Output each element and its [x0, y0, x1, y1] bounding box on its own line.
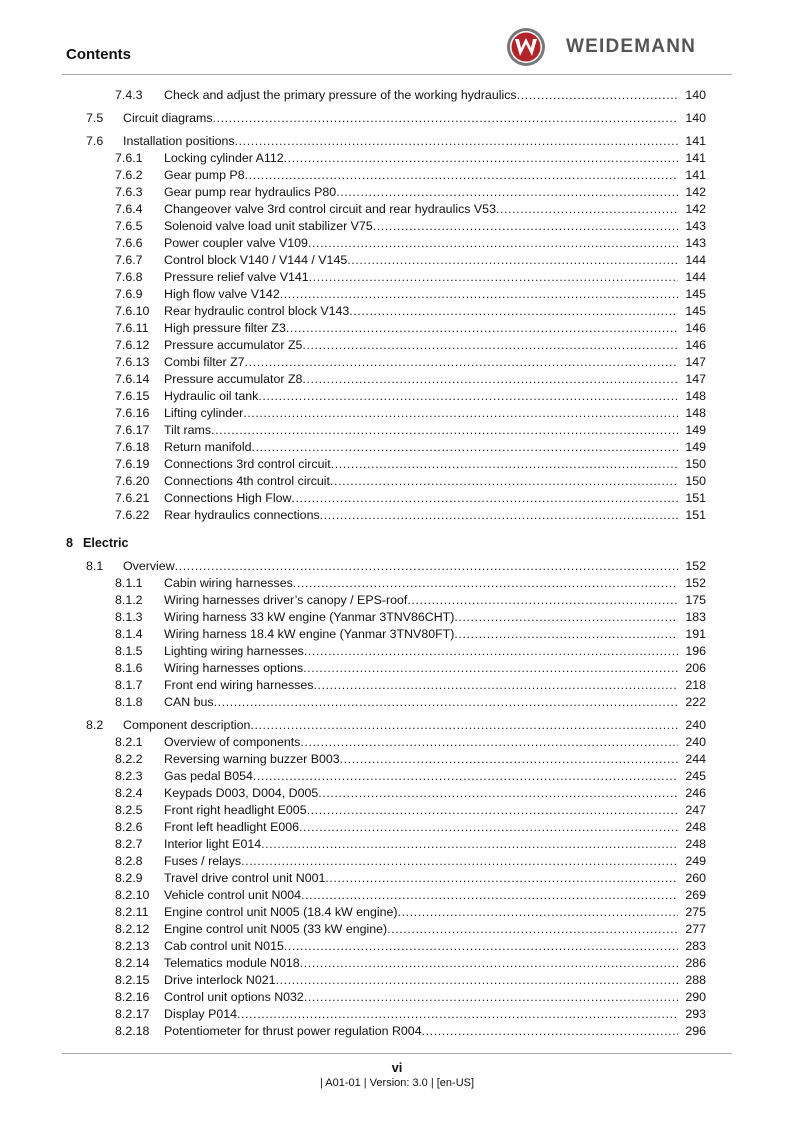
- dot-leader: [300, 955, 678, 972]
- toc-entry[interactable]: [0, 201, 794, 218]
- toc-entry-page: 175: [685, 593, 706, 607]
- toc-entry-page: 151: [685, 491, 706, 505]
- toc-entry-page: 196: [685, 644, 706, 658]
- toc-entry-title: Travel drive control unit N001: [164, 871, 326, 885]
- toc-entry-title: Gear pump rear hydraulics P80: [164, 185, 337, 199]
- toc-entry-title: Component description: [123, 718, 251, 732]
- toc-entry-title: Front right headlight E005: [164, 803, 307, 817]
- toc-entry-page: 141: [685, 168, 706, 182]
- toc-entry-page: 240: [685, 718, 706, 732]
- toc-entry-page: 144: [685, 253, 706, 267]
- dot-leader: [284, 150, 678, 167]
- toc-entry-number: 7.6.3: [115, 185, 143, 199]
- toc-entry[interactable]: [0, 853, 794, 870]
- toc-entry-title: Control unit options N032: [164, 990, 304, 1004]
- toc-entry[interactable]: [0, 167, 794, 184]
- toc-entry-title: Connections 4th control circuit: [164, 474, 330, 488]
- toc-entry-title: Engine control unit N005 (33 kW engine): [164, 922, 388, 936]
- toc-entry-title: High flow valve V142: [164, 287, 280, 301]
- toc-entry-number: 8.2.17: [115, 1007, 150, 1021]
- toc-entry[interactable]: [0, 150, 794, 167]
- toc-entry-number: 8.1.8: [115, 695, 143, 709]
- brand-name: WEIDEMANN: [566, 36, 697, 57]
- dot-leader: [280, 286, 678, 303]
- toc-entry-title: Front end wiring harnesses: [164, 678, 314, 692]
- toc-entry-number: 8.2.1: [115, 735, 143, 749]
- dot-leader: [349, 303, 678, 320]
- toc-entry-page: 151: [685, 508, 706, 522]
- toc-entry-page: 218: [685, 678, 706, 692]
- toc-entry-page: 283: [685, 939, 706, 953]
- toc-entry[interactable]: [0, 371, 794, 388]
- dot-leader: [175, 558, 678, 575]
- toc-entry-page: 293: [685, 1007, 706, 1021]
- toc-entry-title: Combi filter Z7: [164, 355, 245, 369]
- dot-leader: [308, 235, 678, 252]
- toc-entry-number: 7.6.19: [115, 457, 150, 471]
- toc-entry-page: 249: [685, 854, 706, 868]
- dot-leader: [387, 921, 678, 938]
- toc-entry-title: Check and adjust the primary pressure of the working hydraulics: [164, 88, 517, 102]
- toc-entry-title: Wiring harnesses options: [164, 661, 304, 675]
- toc-entry-number: 7.6.12: [115, 338, 150, 352]
- toc-entry-page: 260: [685, 871, 706, 885]
- toc-entry-title: Telematics module N018: [164, 956, 300, 970]
- toc-entry-number: 7.6.11: [115, 321, 149, 335]
- toc-entry-number: 8.2.10: [115, 888, 150, 902]
- dot-leader: [422, 1023, 678, 1040]
- toc-entry-page: 191: [685, 627, 706, 641]
- dot-leader: [251, 439, 678, 456]
- dot-leader: [302, 371, 678, 388]
- toc-entry-title: Drive interlock N021: [164, 973, 276, 987]
- toc-entry-page: 183: [685, 610, 706, 624]
- toc-entry-number: 8.2: [86, 718, 104, 732]
- toc-entry-page: 288: [685, 973, 706, 987]
- dot-leader: [347, 252, 678, 269]
- dot-leader: [235, 133, 678, 150]
- dot-leader: [454, 609, 678, 626]
- toc-entry-number: 7.6.16: [115, 406, 150, 420]
- toc-entry-number: 7.6.15: [115, 389, 150, 403]
- toc-entry-page: 144: [685, 270, 706, 284]
- dot-leader: [213, 110, 678, 127]
- toc-entry-page: 140: [685, 88, 706, 102]
- toc-entry-page: 146: [685, 338, 706, 352]
- document-info: | A01-01 | Version: 3.0 | [en-US]: [319, 1077, 475, 1089]
- toc-entry-page: 152: [685, 576, 706, 590]
- dot-leader: [303, 660, 678, 677]
- toc-entry[interactable]: [0, 785, 794, 802]
- toc-entry-title: Connections High Flow: [164, 491, 292, 505]
- weidemann-logo-icon: [506, 27, 546, 67]
- toc-entry[interactable]: [0, 768, 794, 785]
- toc-entry-title: Lighting wiring harnesses: [164, 644, 304, 658]
- toc-entry-number: 7.6.17: [115, 423, 150, 437]
- toc-entry-page: 275: [685, 905, 706, 919]
- toc-entry-page: 248: [685, 837, 706, 851]
- toc-entry-page: 150: [685, 457, 706, 471]
- toc-entry-number: 8.2.13: [115, 939, 150, 953]
- dot-leader: [318, 785, 678, 802]
- toc-entry-title: Installation positions: [123, 134, 235, 148]
- toc-entry-title: Pressure accumulator Z8: [164, 372, 303, 386]
- toc-entry-page: 143: [685, 236, 706, 250]
- toc-entry-page: 147: [685, 355, 706, 369]
- toc-entry-page: 247: [685, 803, 706, 817]
- toc-entry-title: Wiring harness 33 kW engine (Yanmar 3TNV86CHT): [164, 610, 455, 624]
- toc-entry-number: 8.1.2: [115, 593, 143, 607]
- toc-entry[interactable]: [0, 819, 794, 836]
- chapter-label: Electric: [83, 536, 129, 550]
- toc-entry-title: Vehicle control unit N004: [164, 888, 302, 902]
- toc-entry-number: 8.1.3: [115, 610, 143, 624]
- dot-leader: [304, 643, 678, 660]
- toc-entry-page: 143: [685, 219, 706, 233]
- toc-entry-page: 296: [685, 1024, 706, 1038]
- toc-entry-number: 7.6.5: [115, 219, 143, 233]
- dot-leader: [237, 1006, 678, 1023]
- toc-entry-title: Circuit diagrams: [123, 111, 213, 125]
- toc-entry-title: CAN bus: [164, 695, 214, 709]
- toc-entry-page: 142: [685, 185, 706, 199]
- toc-entry-page: 269: [685, 888, 706, 902]
- toc-entry-page: 245: [685, 769, 706, 783]
- dot-leader: [291, 490, 678, 507]
- toc-entry-page: 140: [685, 111, 706, 125]
- toc-entry[interactable]: [0, 904, 794, 921]
- dot-leader: [320, 507, 678, 524]
- toc-entry-number: 8.2.5: [115, 803, 143, 817]
- toc-entry-title: Keypads D003, D004, D005: [164, 786, 319, 800]
- toc-entry-number: 8.2.3: [115, 769, 143, 783]
- toc-entry-title: Overview of components: [164, 735, 301, 749]
- chapter-number: 8: [66, 536, 74, 550]
- toc-entry[interactable]: [0, 320, 794, 337]
- dot-leader: [286, 320, 678, 337]
- toc-entry[interactable]: [0, 609, 794, 626]
- dot-leader: [313, 677, 678, 694]
- dot-leader: [307, 802, 678, 819]
- toc-entry-number: 7.6.7: [115, 253, 143, 267]
- toc-entry-number: 7.6.14: [115, 372, 150, 386]
- toc-entry-number: 7.6.9: [115, 287, 143, 301]
- toc-entry[interactable]: [0, 694, 794, 711]
- toc-entry-page: 290: [685, 990, 706, 1004]
- dot-leader: [407, 592, 678, 609]
- chapter-title: [66, 535, 129, 552]
- toc-entry-page: 141: [685, 134, 706, 148]
- toc-entry-title: Pressure relief valve V141: [164, 270, 309, 284]
- toc-chapter-heading: [0, 535, 794, 552]
- toc-entry-title: Rear hydraulic control block V143: [164, 304, 350, 318]
- dot-leader: [301, 887, 678, 904]
- dot-leader: [454, 626, 678, 643]
- toc-entry[interactable]: [0, 717, 794, 734]
- toc-entry[interactable]: [0, 439, 794, 456]
- toc-entry-page: 148: [685, 389, 706, 403]
- toc-entry-number: 8.2.9: [115, 871, 143, 885]
- dot-leader: [211, 422, 678, 439]
- toc-entry-number: 8.2.18: [115, 1024, 150, 1038]
- toc-entry-title: Cabin wiring harnesses: [164, 576, 293, 590]
- toc-entry-number: 7.6.4: [115, 202, 143, 216]
- toc-entry-title: Potentiometer for thrust power regulation R004: [164, 1024, 422, 1038]
- dot-leader: [250, 717, 678, 734]
- toc-entry-title: Fuses / relays: [164, 854, 242, 868]
- toc-entry[interactable]: [0, 802, 794, 819]
- dot-leader: [299, 819, 678, 836]
- dot-leader: [245, 354, 678, 371]
- toc-entry[interactable]: [0, 972, 794, 989]
- toc-entry[interactable]: [0, 955, 794, 972]
- toc-entry-number: 7.6.13: [115, 355, 150, 369]
- footer-divider: [62, 1053, 732, 1054]
- dot-leader: [336, 184, 678, 201]
- dot-leader: [245, 167, 678, 184]
- dot-leader: [261, 836, 678, 853]
- toc-entry-page: 246: [685, 786, 706, 800]
- toc-entry-number: 8.2.4: [115, 786, 143, 800]
- toc-entry-number: 7.6.18: [115, 440, 150, 454]
- toc-entry[interactable]: [0, 836, 794, 853]
- toc-entry-title: Rear hydraulics connections: [164, 508, 320, 522]
- toc-entry-title: Control block V140 / V144 / V145: [164, 253, 348, 267]
- toc-entry-page: 145: [685, 287, 706, 301]
- toc-entry[interactable]: [0, 473, 794, 490]
- toc-entry[interactable]: [0, 269, 794, 286]
- toc-entry[interactable]: [0, 870, 794, 887]
- toc-entry[interactable]: [0, 887, 794, 904]
- toc-entry-number: 8.2.6: [115, 820, 143, 834]
- toc-entry[interactable]: [0, 677, 794, 694]
- toc-entry-title: Changeover valve 3rd control circuit and rear hydraulics V53: [164, 202, 496, 216]
- toc-entry[interactable]: [0, 643, 794, 660]
- dot-leader: [276, 972, 678, 989]
- header-divider: [62, 74, 732, 75]
- dot-leader: [340, 751, 678, 768]
- toc-entry-number: 8.1.1: [115, 576, 143, 590]
- page-title: Contents: [66, 46, 131, 63]
- toc-entry-page: 206: [685, 661, 706, 675]
- dot-leader: [300, 734, 678, 751]
- toc-entry-page: 240: [685, 735, 706, 749]
- dot-leader: [302, 337, 678, 354]
- toc-entry-number: 7.6.1: [115, 151, 143, 165]
- toc-entry-number: 8.2.11: [115, 905, 149, 919]
- toc-entry-page: 147: [685, 372, 706, 386]
- toc-entry[interactable]: [0, 422, 794, 439]
- toc-entry-number: 7.6.22: [115, 508, 150, 522]
- toc-entry-page: 152: [685, 559, 706, 573]
- dot-leader: [330, 473, 678, 490]
- toc-entry-page: 149: [685, 440, 706, 454]
- toc-entry-number: 7.6.8: [115, 270, 143, 284]
- toc-entry-page: 141: [685, 151, 706, 165]
- toc-entry-title: Connections 3rd control circuit: [164, 457, 331, 471]
- toc-entry-number: 7.6: [86, 134, 104, 148]
- toc-entry-title: Gas pedal B054: [164, 769, 253, 783]
- toc-entry[interactable]: [0, 938, 794, 955]
- toc-entry[interactable]: [0, 388, 794, 405]
- toc-entry-page: 277: [685, 922, 706, 936]
- toc-entry[interactable]: [0, 218, 794, 235]
- toc-entry-number: 8.2.12: [115, 922, 150, 936]
- toc-entry-title: Power coupler valve V109: [164, 236, 308, 250]
- toc-entry-number: 8.1.5: [115, 644, 143, 658]
- toc-entry-title: Solenoid valve load unit stabilizer V75: [164, 219, 373, 233]
- toc-entry[interactable]: [0, 303, 794, 320]
- toc-entry[interactable]: [0, 1006, 794, 1023]
- toc-entry[interactable]: [0, 751, 794, 768]
- toc-entry-title: Cab control unit N015: [164, 939, 284, 953]
- page-number: vi: [391, 1060, 403, 1075]
- toc-entry[interactable]: [0, 734, 794, 751]
- toc-entry-page: 286: [685, 956, 706, 970]
- toc-entry-number: 8.1.6: [115, 661, 143, 675]
- toc-entry-number: 7.6.2: [115, 168, 143, 182]
- toc-entry[interactable]: [0, 456, 794, 473]
- toc-entry-title: Engine control unit N005 (18.4 kW engine): [164, 905, 398, 919]
- dot-leader: [214, 694, 678, 711]
- toc-entry-number: 8.2.7: [115, 837, 143, 851]
- toc-entry-title: Pressure accumulator Z5: [164, 338, 303, 352]
- toc-entry[interactable]: [0, 490, 794, 507]
- dot-leader: [284, 938, 678, 955]
- toc-entry-number: 8.2.16: [115, 990, 150, 1004]
- dot-leader: [253, 768, 678, 785]
- toc-entry[interactable]: [0, 252, 794, 269]
- toc-entry-number: 8.1: [86, 559, 104, 573]
- toc-entry[interactable]: [0, 286, 794, 303]
- toc-entry-number: 7.6.20: [115, 474, 150, 488]
- toc-entry[interactable]: [0, 507, 794, 524]
- toc-entry-title: Locking cylinder A112: [164, 151, 284, 165]
- dot-leader: [293, 575, 678, 592]
- brand-logo: [506, 26, 696, 68]
- toc-entry-title: Return manifold: [164, 440, 252, 454]
- toc-entry[interactable]: [0, 235, 794, 252]
- toc-entry[interactable]: [0, 133, 794, 150]
- toc-entry-title: Front left headlight E006: [164, 820, 300, 834]
- toc-entry-title: Wiring harness 18.4 kW engine (Yanmar 3TNV80FT): [164, 627, 455, 641]
- toc-entry-number: 7.6.10: [115, 304, 150, 318]
- toc-entry-number: 8.1.4: [115, 627, 143, 641]
- toc-entry-title: Hydraulic oil tank: [164, 389, 259, 403]
- toc-entry-number: 8.2.15: [115, 973, 150, 987]
- toc-entry[interactable]: [0, 1023, 794, 1040]
- toc-entry-number: 7.5: [86, 111, 104, 125]
- toc-entry[interactable]: [0, 184, 794, 201]
- toc-entry-page: 145: [685, 304, 706, 318]
- toc-entry-title: Tilt rams: [164, 423, 212, 437]
- dot-leader: [309, 269, 678, 286]
- toc-entry-number: 7.6.21: [115, 491, 150, 505]
- toc-entry-page: 146: [685, 321, 706, 335]
- toc-entry-title: Gear pump P8: [164, 168, 245, 182]
- toc-entry-number: 8.1.7: [115, 678, 143, 692]
- toc-entry[interactable]: [0, 989, 794, 1006]
- toc-entry[interactable]: [0, 558, 794, 575]
- toc-entry-title: Display P014: [164, 1007, 238, 1021]
- toc-entry[interactable]: [0, 921, 794, 938]
- toc-entry-title: High pressure filter Z3: [164, 321, 286, 335]
- toc-entry-page: 142: [685, 202, 706, 216]
- dot-leader: [398, 904, 679, 921]
- toc-entry[interactable]: [0, 660, 794, 677]
- dot-leader: [331, 456, 678, 473]
- dot-leader: [304, 989, 678, 1006]
- toc-entry-title: Interior light E014: [164, 837, 262, 851]
- toc-entry-number: 7.4.3: [115, 88, 143, 102]
- toc-entry[interactable]: [0, 354, 794, 371]
- toc-entry[interactable]: [0, 337, 794, 354]
- dot-leader: [258, 388, 678, 405]
- dot-leader: [241, 853, 678, 870]
- toc-entry[interactable]: [0, 592, 794, 609]
- toc-entry-number: 8.2.8: [115, 854, 143, 868]
- toc-entry-number: 7.6.6: [115, 236, 143, 250]
- toc-entry[interactable]: [0, 405, 794, 422]
- toc-entry-page: 149: [685, 423, 706, 437]
- toc-entry-title: Reversing warning buzzer B003: [164, 752, 340, 766]
- toc-entry-page: 248: [685, 820, 706, 834]
- toc-entry[interactable]: [0, 87, 794, 104]
- dot-leader: [517, 87, 678, 104]
- toc-entry-title: Wiring harnesses driver’s canopy / EPS-roof: [164, 593, 408, 607]
- toc-entry-page: 244: [685, 752, 706, 766]
- toc-entry-title: Overview: [123, 559, 175, 573]
- toc-entry[interactable]: [0, 626, 794, 643]
- toc-entry-number: 8.2.2: [115, 752, 143, 766]
- toc-entry[interactable]: [0, 575, 794, 592]
- dot-leader: [243, 405, 678, 422]
- dot-leader: [496, 201, 678, 218]
- toc-entry-title: Lifting cylinder: [164, 406, 244, 420]
- toc-entry-page: 222: [685, 695, 706, 709]
- dot-leader: [325, 870, 678, 887]
- toc-entry-page: 150: [685, 474, 706, 488]
- toc-entry-number: 8.2.14: [115, 956, 150, 970]
- toc-entry[interactable]: [0, 110, 794, 127]
- toc-entry-page: 148: [685, 406, 706, 420]
- dot-leader: [373, 218, 678, 235]
